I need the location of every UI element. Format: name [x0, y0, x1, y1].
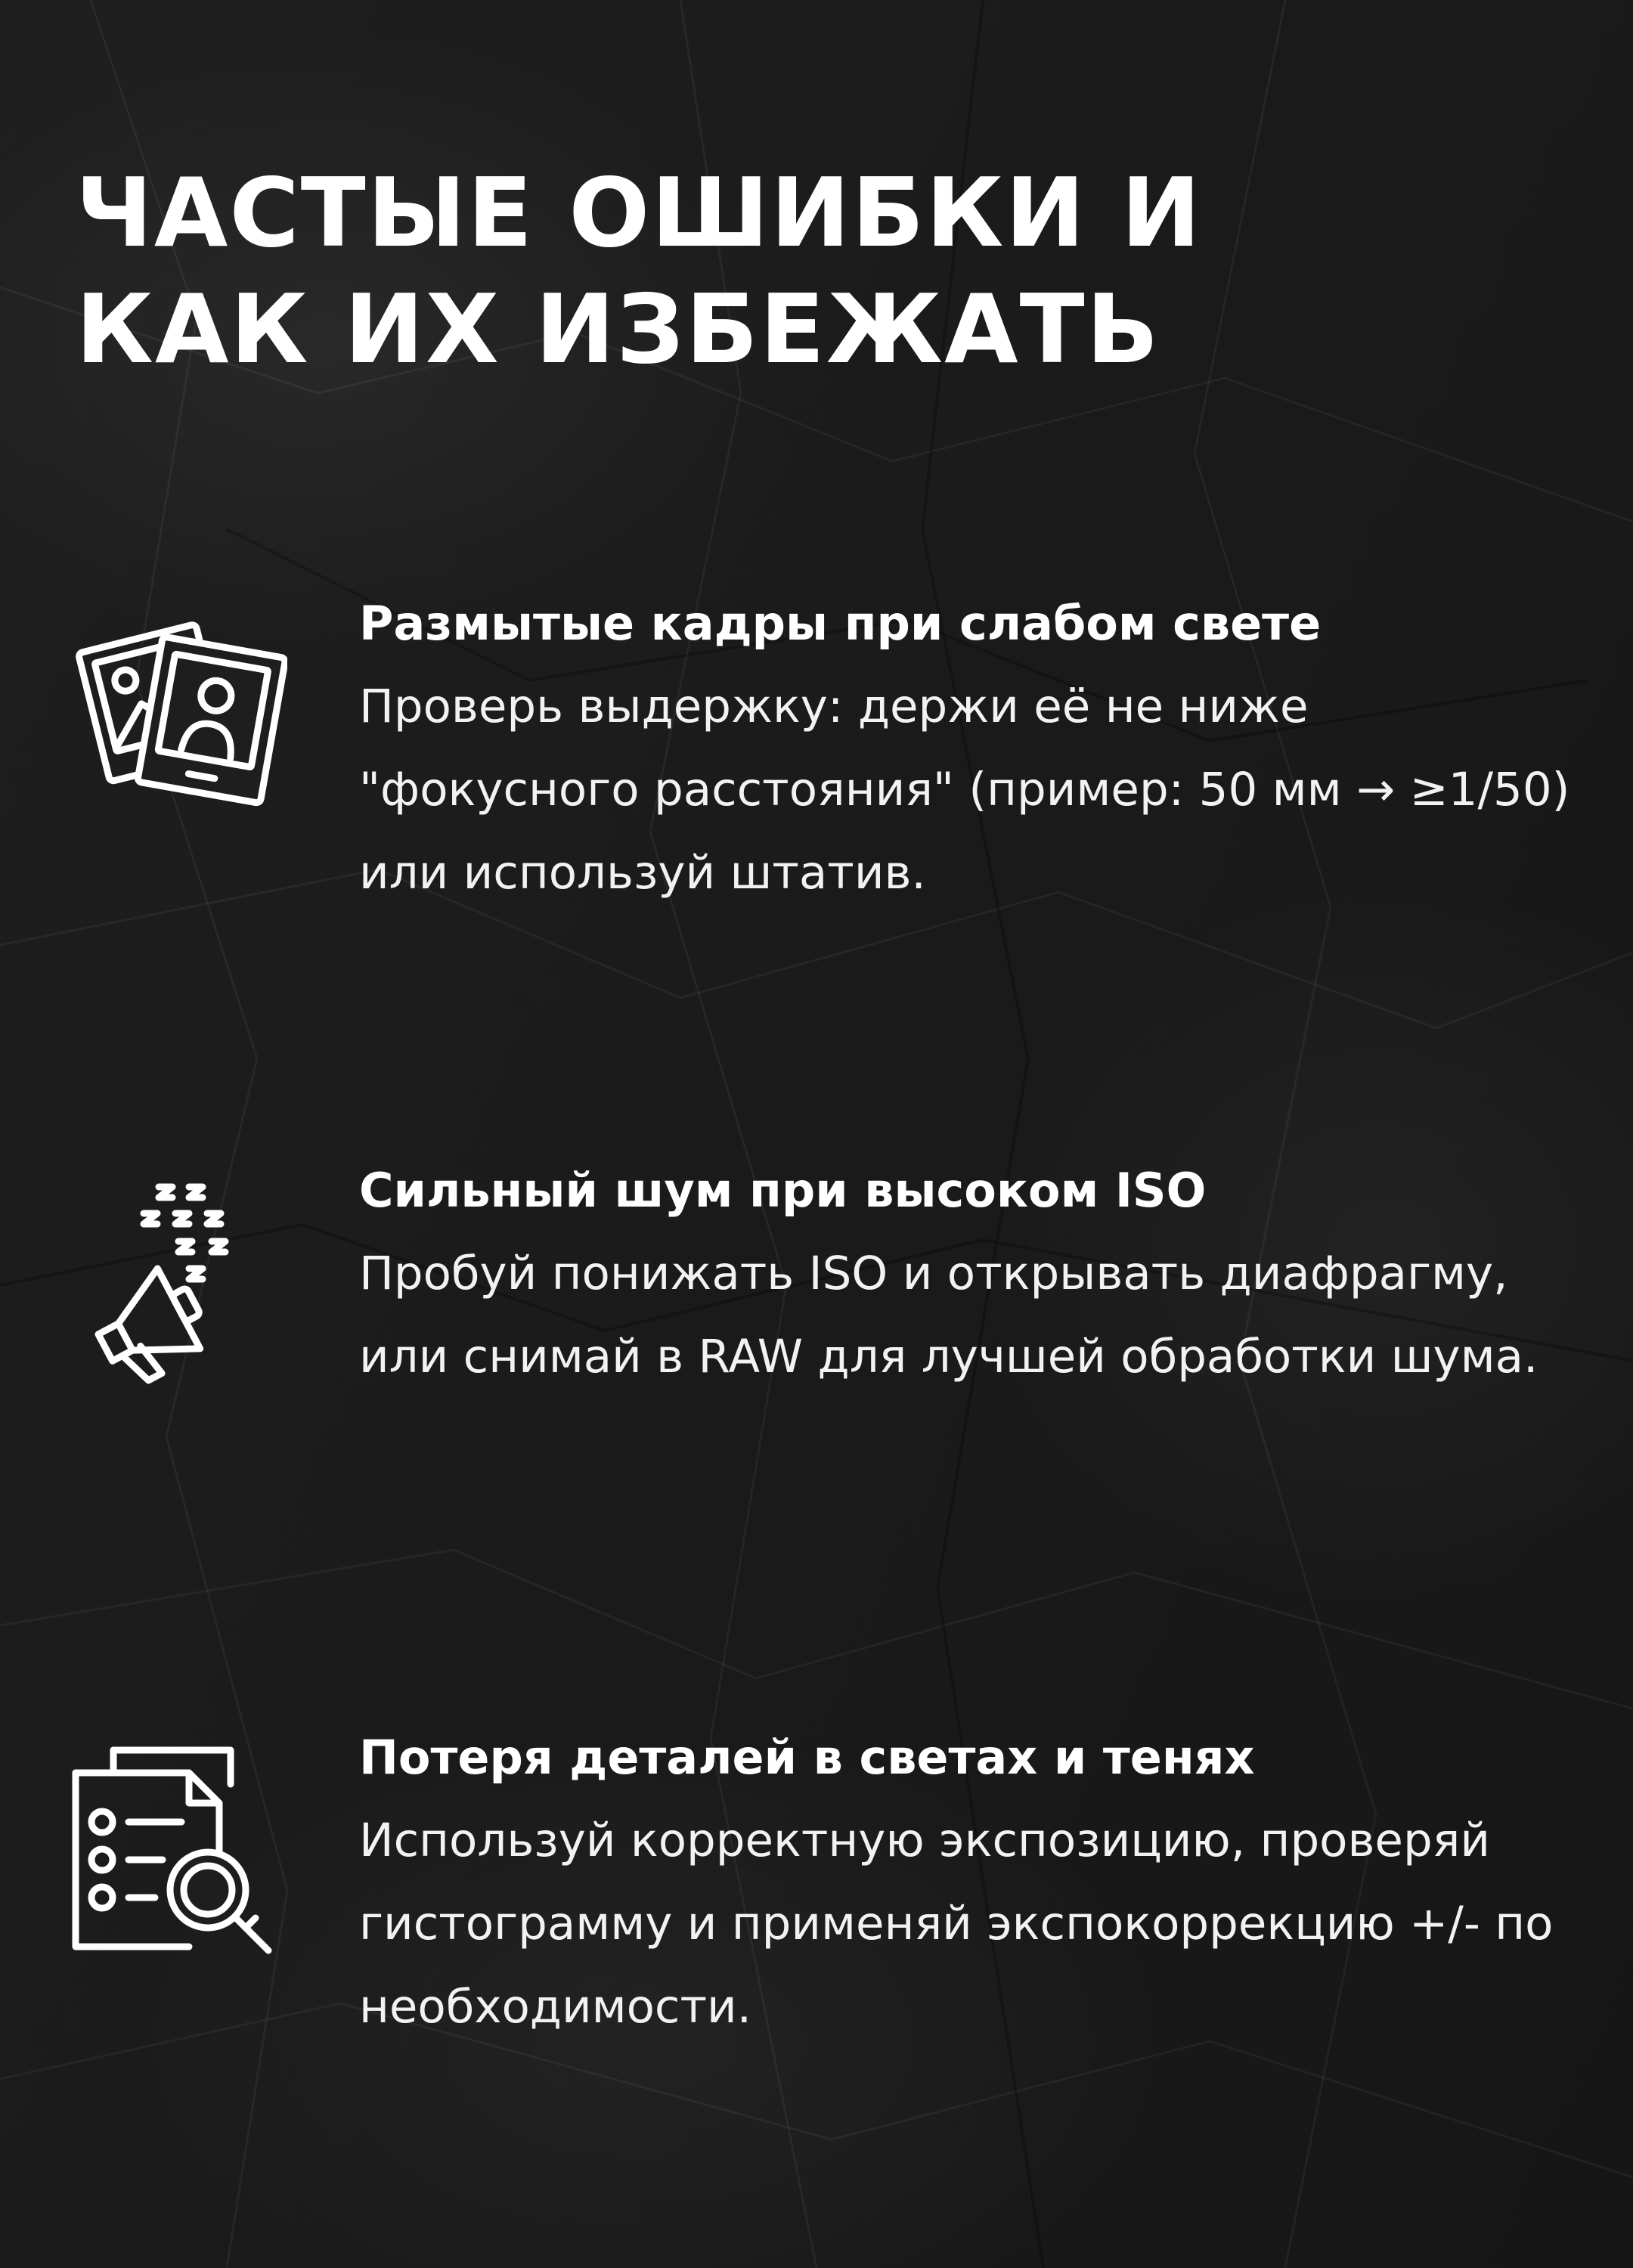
tip-body: Пробуй понижать ISO и открывать диафрагму, или снимай в RAW для лучшей обработки шума. — [359, 1247, 1538, 1383]
photos-icon — [68, 597, 287, 816]
page-title-line-1: ЧАСТЫЕ ОШИБКИ И — [76, 157, 1203, 268]
megaphone-noise-icon — [68, 1172, 287, 1391]
tip-body: Проверь выдержку: держи её не ниже "фокусного расстояния" (пример: 50 мм → ≥1/50) или используй штатив. — [359, 680, 1570, 900]
page-title — [76, 155, 1557, 388]
tip-body: Используй корректную экспозицию, проверяй гистограмму и применяй экспокоррекцию +/- по необходимости. — [359, 1814, 1554, 2034]
tip-title: Потеря деталей в светах и тенях — [359, 1730, 1255, 1785]
tip-title: Сильный шум при высоком ISO — [359, 1163, 1207, 1218]
document-search-icon — [68, 1739, 287, 1958]
tip-title: Размытые кадры при слабом свете — [359, 596, 1322, 651]
page-title-line-2: КАК ИХ ИЗБЕЖАТЬ — [76, 274, 1160, 385]
